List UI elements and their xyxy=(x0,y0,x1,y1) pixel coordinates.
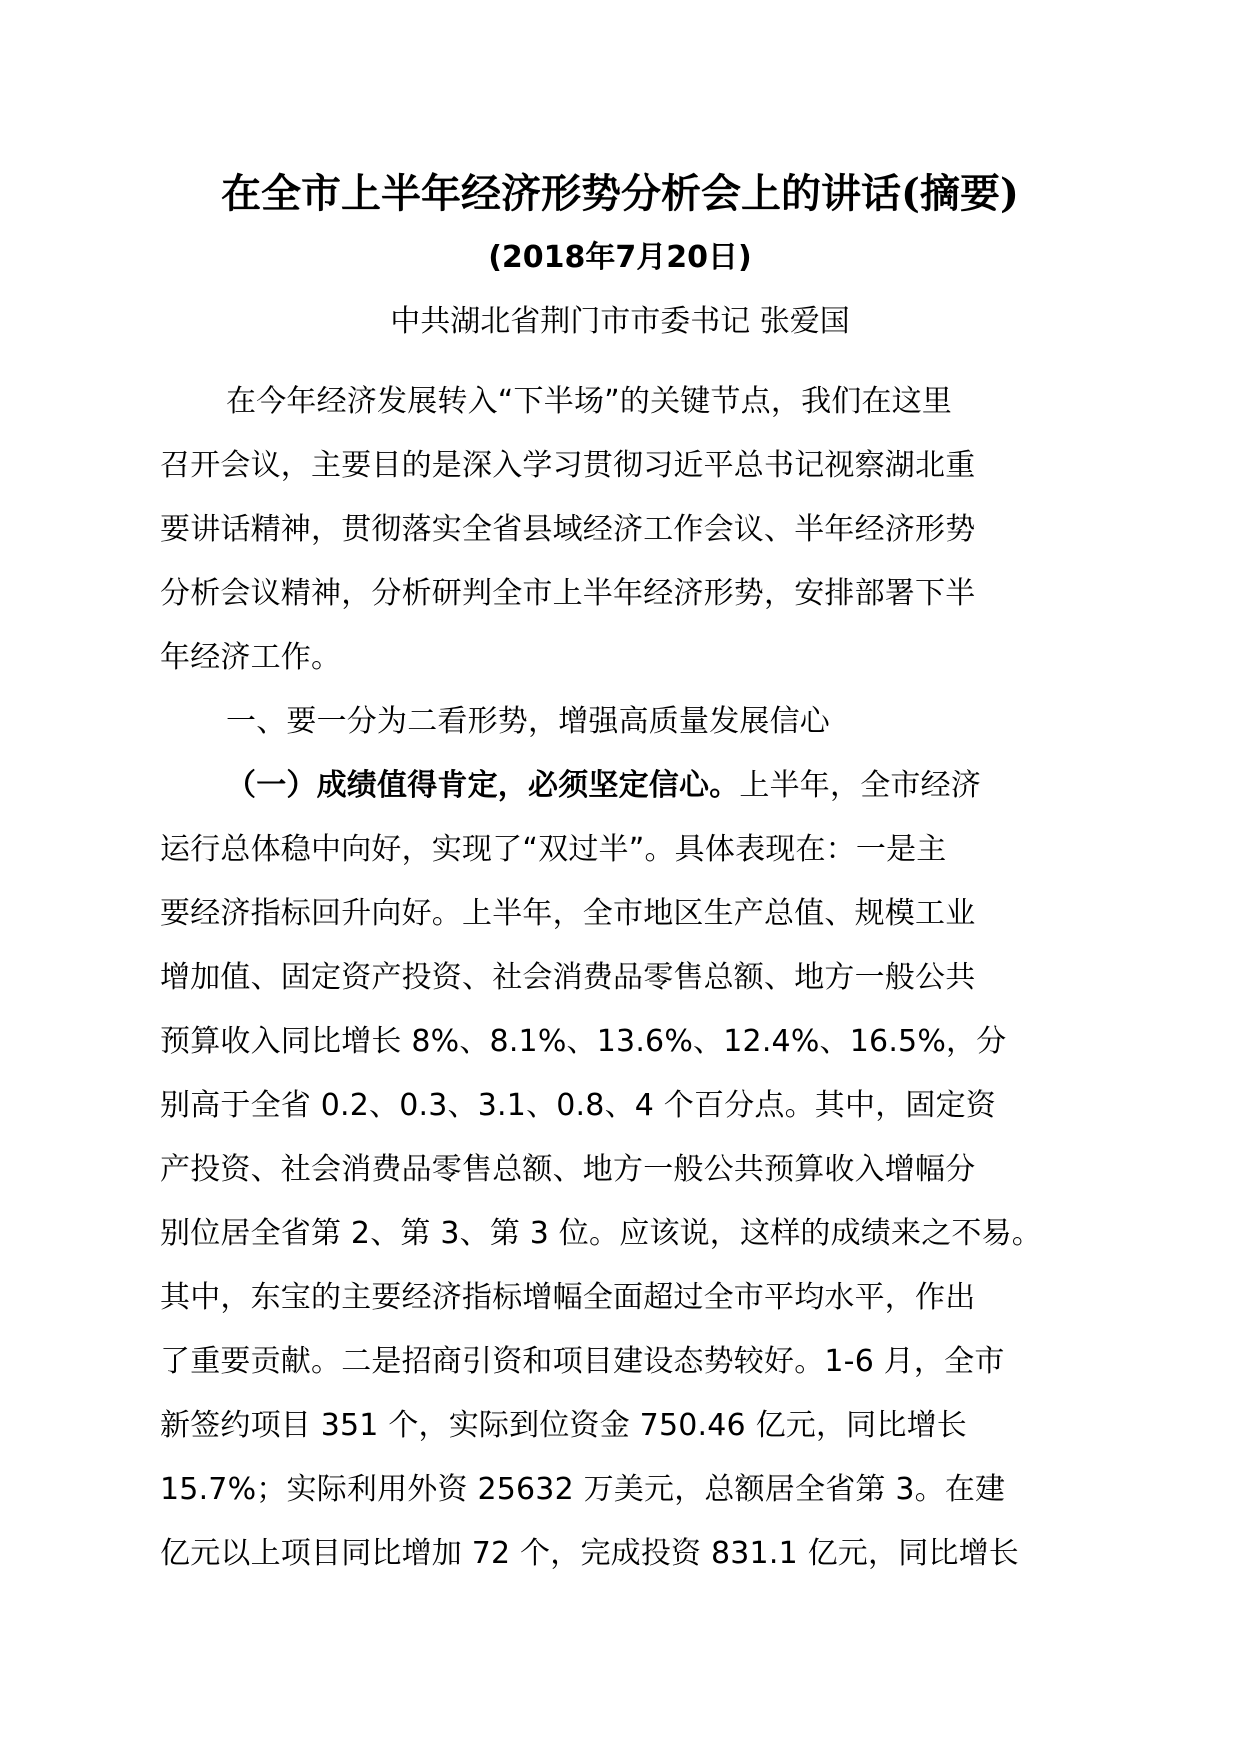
paragraph-line: 在今年经济发展转入“下半场”的关键节点，我们在这里 xyxy=(226,384,953,419)
subsection-heading: （一）成绩值得肯定，必须坚定信心。 xyxy=(226,768,740,803)
paragraph-line: 新签约项目 351 个，实际到位资金 750.46 亿元，同比增长 xyxy=(160,1408,967,1443)
document-title: 在全市上半年经济形势分析会上的讲话(摘要) xyxy=(221,170,1019,217)
paragraph-line: 其中，东宝的主要经济指标增幅全面超过全市平均水平，作出 xyxy=(160,1280,976,1315)
paragraph-text: 上半年，全市经济 xyxy=(739,768,982,803)
paragraph-line: 运行总体稳中向好，实现了“双过半”。具体表现在：一是主 xyxy=(160,832,947,867)
paragraph-line: 别位居全省第 2、第 3、第 3 位。应该说，这样的成绩来之不易。 xyxy=(160,1216,1043,1251)
paragraph-line: 增加值、固定资产投资、社会消费品零售总额、地方一般公共 xyxy=(160,960,976,995)
paragraph-line: 了重要贡献。二是招商引资和项目建设态势较好。1-6 月，全市 xyxy=(160,1344,1005,1379)
paragraph-line: 预算收入同比增长 8%、8.1%、13.6%、12.4%、16.5%，分 xyxy=(160,1024,1007,1059)
paragraph-line: 年经济工作。 xyxy=(160,640,342,675)
paragraph-line: 15.7%；实际利用外资 25632 万美元，总额居全省第 3。在建 xyxy=(160,1472,1006,1507)
paragraph-line: 分析会议精神，分析研判全市上半年经济形势，安排部署下半 xyxy=(160,576,976,611)
document-author: 中共湖北省荆门市市委书记 张爱国 xyxy=(390,304,850,339)
paragraph-line: 产投资、社会消费品零售总额、地方一般公共预算收入增幅分 xyxy=(160,1152,976,1187)
paragraph-line: 召开会议，主要目的是深入学习贯彻习近平总书记视察湖北重 xyxy=(160,448,976,483)
paragraph-line: 要经济指标回升向好。上半年，全市地区生产总值、规模工业 xyxy=(160,896,976,931)
paragraph-line: 要讲话精神，贯彻落实全省县域经济工作会议、半年经济形势 xyxy=(160,512,976,547)
document-date: (2018年7月20日) xyxy=(488,240,752,275)
paragraph-line xyxy=(160,754,1110,818)
paragraph-line: 亿元以上项目同比增加 72 个，完成投资 831.1 亿元，同比增长 xyxy=(160,1536,1020,1571)
document-body xyxy=(160,370,1110,1586)
paragraph-line: 别高于全省 0.2、0.3、3.1、0.8、4 个百分点。其中，固定资 xyxy=(160,1088,996,1123)
section-heading: 一、要一分为二看形势，增强高质量发展信心 xyxy=(226,704,830,739)
